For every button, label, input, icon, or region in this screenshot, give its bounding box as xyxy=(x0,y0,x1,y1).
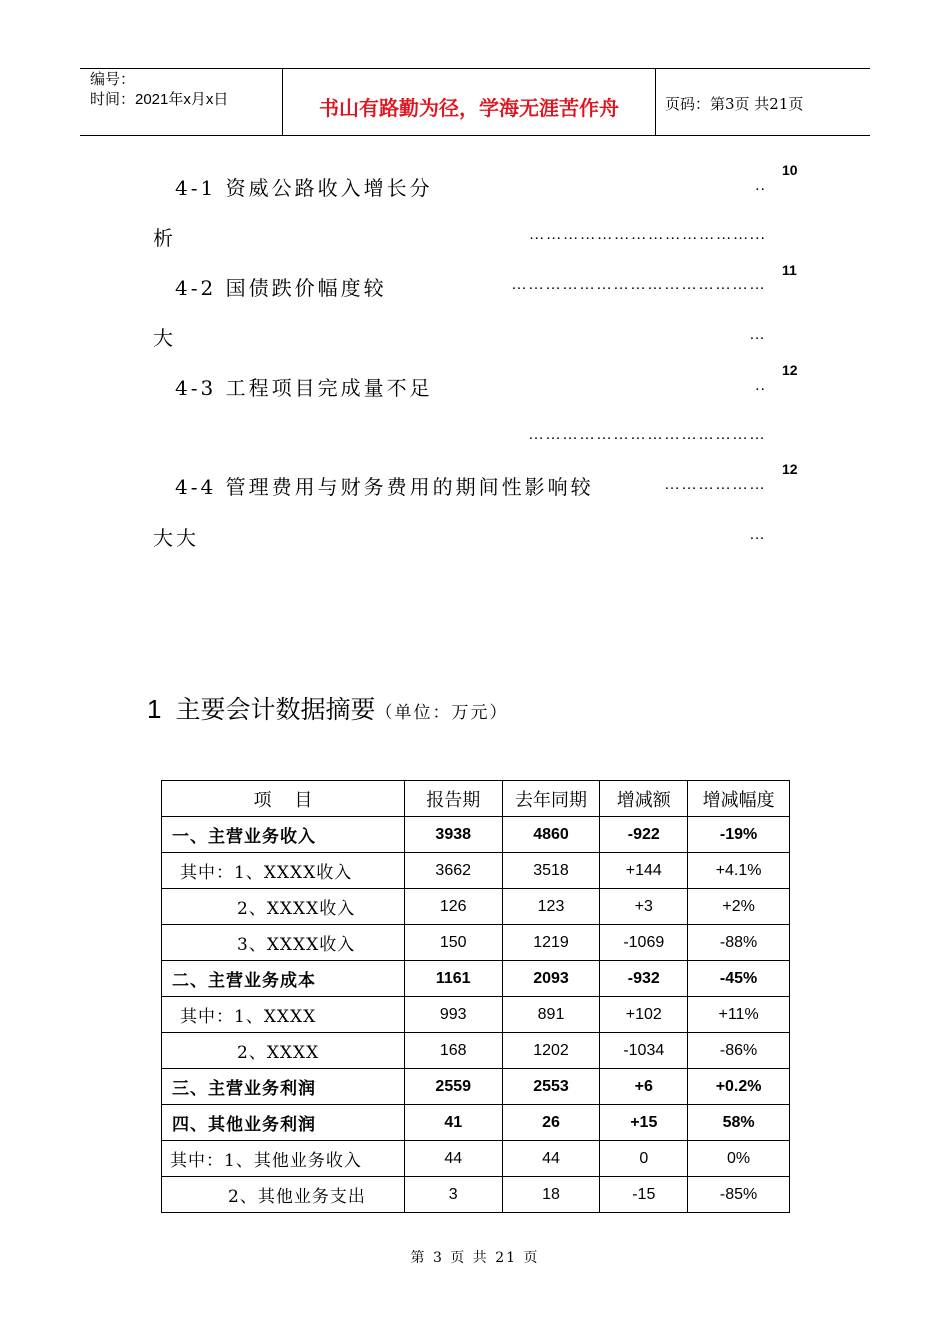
cell-value: +0.2% xyxy=(688,1069,790,1105)
row-label: 其中：1、其他业务收入 xyxy=(162,1141,405,1177)
section-number: 1 xyxy=(147,694,162,724)
cell-value: -1034 xyxy=(600,1033,688,1069)
cell-value: +2% xyxy=(688,889,790,925)
row-label: 2、XXXX xyxy=(162,1033,405,1069)
cell-value: 3518 xyxy=(502,853,600,889)
cell-value: 891 xyxy=(502,997,600,1033)
toc-entry-page: 10 xyxy=(782,162,798,178)
table-row xyxy=(162,997,790,1033)
cell-value: 26 xyxy=(502,1105,600,1141)
table-row xyxy=(162,925,790,961)
cell-value: -45% xyxy=(688,961,790,997)
toc-entry-page: 12 xyxy=(782,461,798,477)
cell-value: 2553 xyxy=(502,1069,600,1105)
row-label: 其中：1、XXXX收入 xyxy=(162,853,405,889)
header-bottom-rule xyxy=(80,135,870,136)
cell-value: +3 xyxy=(600,889,688,925)
cell-value: 18 xyxy=(502,1177,600,1213)
cell-value: 1202 xyxy=(502,1033,600,1069)
toc-entry-page: 11 xyxy=(782,262,797,278)
toc-entry-leader: .. xyxy=(755,177,766,194)
row-label: 一、主营业务收入 xyxy=(162,817,405,853)
cell-value: 44 xyxy=(404,1141,502,1177)
cell-value: 41 xyxy=(404,1105,502,1141)
row-label: 三、主营业务利润 xyxy=(162,1069,405,1105)
cell-value: 1219 xyxy=(502,925,600,961)
header-top-rule xyxy=(80,68,870,69)
cell-value: 3 xyxy=(404,1177,502,1213)
toc-entry-title[interactable]: 4-3 工程项目完成量不足 xyxy=(175,376,433,400)
column-header: 报告期 xyxy=(404,781,502,817)
cell-value: +11% xyxy=(688,997,790,1033)
table-row xyxy=(162,1177,790,1213)
table-row xyxy=(162,1105,790,1141)
toc-entry-title[interactable]: 4-1 资威公路收入增长分 xyxy=(175,176,433,200)
cell-value: 3662 xyxy=(404,853,502,889)
page-footer: 第 3 页 共 21 页 xyxy=(410,1250,540,1266)
header-divider-right xyxy=(655,68,656,136)
row-label: 2、XXXX收入 xyxy=(162,889,405,925)
header-motto: 书山有路勤为径，学海无涯苦作舟 xyxy=(319,96,619,120)
cell-value: -15 xyxy=(600,1177,688,1213)
row-label: 四、其他业务利润 xyxy=(162,1105,405,1141)
row-label: 2、其他业务支出 xyxy=(162,1177,405,1213)
cell-value: 150 xyxy=(404,925,502,961)
toc-entry-page: 12 xyxy=(782,362,798,378)
row-label: 其中：1、XXXX xyxy=(162,997,405,1033)
cell-value: -86% xyxy=(688,1033,790,1069)
cell-value: 168 xyxy=(404,1033,502,1069)
section-title: 主要会计数据摘要 xyxy=(175,696,376,724)
cell-value: 44 xyxy=(502,1141,600,1177)
cell-value: -85% xyxy=(688,1177,790,1213)
cell-value: 126 xyxy=(404,889,502,925)
row-label: 3、XXXX收入 xyxy=(162,925,405,961)
header-meta xyxy=(90,70,228,110)
table-row xyxy=(162,889,790,925)
row-label: 二、主营业务成本 xyxy=(162,961,405,997)
table-row xyxy=(162,961,790,997)
time-label: 时间：2021年x月x日 xyxy=(90,91,229,108)
column-header: 增减额 xyxy=(600,781,688,817)
cell-value: 3938 xyxy=(404,817,502,853)
toc-entry-continuation: 大 xyxy=(153,326,176,350)
financial-summary-table xyxy=(161,780,790,1213)
cell-value: 0 xyxy=(600,1141,688,1177)
toc-entry-leader: … xyxy=(749,526,766,543)
table-row xyxy=(162,853,790,889)
toc-entry-leader: .. xyxy=(755,377,766,394)
cell-value: 993 xyxy=(404,997,502,1033)
column-header: 增减幅度 xyxy=(688,781,790,817)
toc-entry-continuation: 大大 xyxy=(153,526,199,550)
cell-value: -19% xyxy=(688,817,790,853)
toc-entry-continuation: 析 xyxy=(153,226,176,250)
column-header: 去年同期 xyxy=(502,781,600,817)
section-heading xyxy=(147,690,508,726)
section-unit: （单位：万元） xyxy=(375,703,509,723)
cell-value: +15 xyxy=(600,1105,688,1141)
header-page-info: 页码：第3页 共21页 xyxy=(665,95,804,113)
table-row xyxy=(162,1033,790,1069)
table-header-row xyxy=(162,781,790,817)
cell-value: 1161 xyxy=(404,961,502,997)
toc-entry-leader: ……………… xyxy=(664,476,766,493)
table-row xyxy=(162,817,790,853)
column-header: 项 目 xyxy=(162,781,405,817)
cell-value: -922 xyxy=(600,817,688,853)
toc-entry-title[interactable]: 4-2 国债跌价幅度较 xyxy=(175,276,387,300)
cell-value: +4.1% xyxy=(688,853,790,889)
table-row xyxy=(162,1069,790,1105)
toc-entry-leader: …………………………………... xyxy=(528,226,766,243)
cell-value: -88% xyxy=(688,925,790,961)
table-row xyxy=(162,1141,790,1177)
toc-entry-leader: … xyxy=(749,326,766,343)
cell-value: -932 xyxy=(600,961,688,997)
toc-entry-leader: …………………………………… xyxy=(528,426,766,443)
toc-entry-leader: ……………………………………… xyxy=(511,276,766,293)
cell-value: 2093 xyxy=(502,961,600,997)
cell-value: +144 xyxy=(600,853,688,889)
cell-value: +102 xyxy=(600,997,688,1033)
cell-value: -1069 xyxy=(600,925,688,961)
number-label: 编号： xyxy=(90,71,136,88)
cell-value: 58% xyxy=(688,1105,790,1141)
cell-value: 123 xyxy=(502,889,600,925)
cell-value: +6 xyxy=(600,1069,688,1105)
cell-value: 4860 xyxy=(502,817,600,853)
cell-value: 2559 xyxy=(404,1069,502,1105)
cell-value: 0% xyxy=(688,1141,790,1177)
toc-entry-title[interactable]: 4-4 管理费用与财务费用的期间性影响较 xyxy=(175,475,594,499)
